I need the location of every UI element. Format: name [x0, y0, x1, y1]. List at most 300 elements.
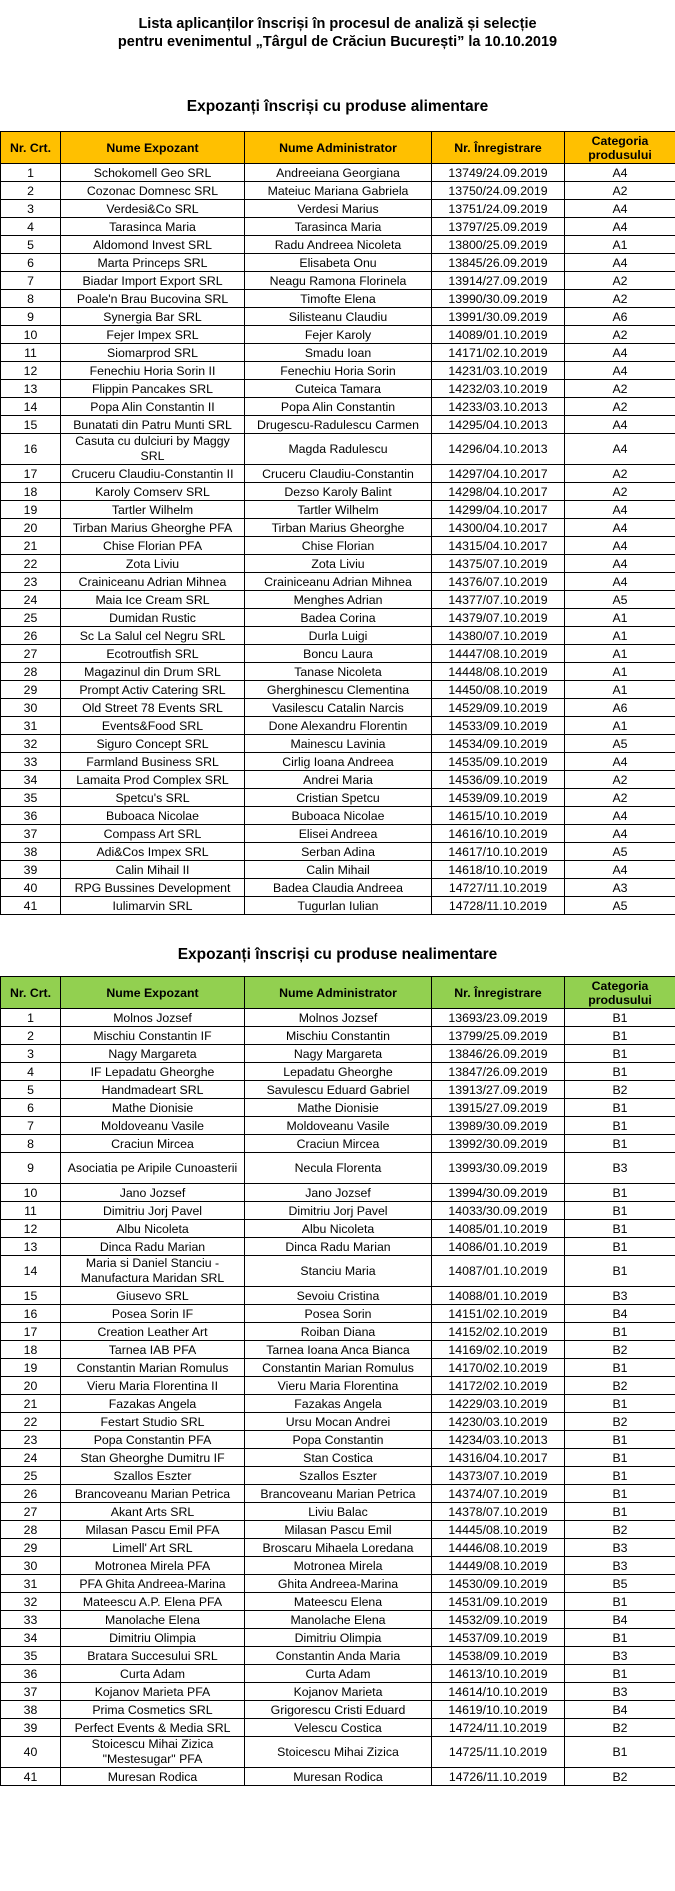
table-row	[1, 591, 675, 609]
cell-administrator: Sevoiu Cristina	[245, 1287, 432, 1305]
cell-category: A1	[565, 663, 675, 681]
cell-registration: 13750/24.09.2019	[432, 182, 565, 200]
cell-nr: 27	[1, 1503, 61, 1521]
table-row	[1, 573, 675, 591]
cell-registration: 14532/09.10.2019	[432, 1611, 565, 1629]
cell-registration: 13989/30.09.2019	[432, 1117, 565, 1135]
cell-registration: 14231/03.10.2019	[432, 362, 565, 380]
cell-nr: 7	[1, 1117, 61, 1135]
cell-category: B1	[565, 1629, 675, 1647]
cell-category: B2	[565, 1413, 675, 1431]
cell-category: B1	[565, 1135, 675, 1153]
table-row	[1, 1377, 675, 1395]
cell-registration: 14445/08.10.2019	[432, 1521, 565, 1539]
cell-administrator: Smadu Ioan	[245, 344, 432, 362]
cell-nr: 21	[1, 537, 61, 555]
cell-exhibitor: Buboaca Nicolae	[61, 807, 245, 825]
cell-category: A5	[565, 735, 675, 753]
table-row	[1, 1431, 675, 1449]
cell-registration: 14619/10.10.2019	[432, 1701, 565, 1719]
cell-nr: 10	[1, 1184, 61, 1202]
cell-exhibitor: Dumidan Rustic	[61, 609, 245, 627]
cell-exhibitor: Festart Studio SRL	[61, 1413, 245, 1431]
cell-nr: 1	[1, 164, 61, 182]
table-row	[1, 1593, 675, 1611]
cell-nr: 36	[1, 807, 61, 825]
cell-exhibitor: Magazinul din Drum SRL	[61, 663, 245, 681]
nonfood-section-title: Expozanți înscriși cu produse nealimentare	[177, 946, 498, 963]
cell-exhibitor: Dimitriu Olimpia	[61, 1629, 245, 1647]
cell-category: B4	[565, 1305, 675, 1323]
cell-category: B3	[565, 1557, 675, 1575]
cell-administrator: Silisteanu Claudiu	[245, 308, 432, 326]
cell-administrator: Fejer Karoly	[245, 326, 432, 344]
cell-exhibitor: Bratara Succesului SRL	[61, 1647, 245, 1665]
cell-nr: 23	[1, 1431, 61, 1449]
cell-category: B1	[565, 1395, 675, 1413]
cell-registration: 14232/03.10.2019	[432, 380, 565, 398]
table-row	[1, 1256, 675, 1287]
cell-nr: 37	[1, 1683, 61, 1701]
cell-nr: 26	[1, 1485, 61, 1503]
table-row	[1, 1611, 675, 1629]
table-row	[1, 717, 675, 735]
table-row	[1, 1557, 675, 1575]
table-row	[1, 380, 675, 398]
cell-registration: 14377/07.10.2019	[432, 591, 565, 609]
cell-exhibitor: Handmadeart SRL	[61, 1081, 245, 1099]
cell-registration: 14170/02.10.2019	[432, 1359, 565, 1377]
cell-exhibitor: Calin Mihail II	[61, 861, 245, 879]
table-row	[1, 1539, 675, 1557]
cell-nr: 40	[1, 1737, 61, 1768]
cell-registration: 14169/02.10.2019	[432, 1341, 565, 1359]
cell-category: B1	[565, 1202, 675, 1220]
cell-category: A2	[565, 182, 675, 200]
cell-exhibitor: Iulimarvin SRL	[61, 897, 245, 915]
cell-category: B2	[565, 1521, 675, 1539]
table-row	[1, 1287, 675, 1305]
cell-administrator: Badea Corina	[245, 609, 432, 627]
table-row	[1, 290, 675, 308]
header-registration: Nr. Înregistrare	[432, 132, 565, 164]
cell-category: A2	[565, 771, 675, 789]
table-row	[1, 272, 675, 290]
cell-registration: 14233/03.10.2013	[432, 398, 565, 416]
cell-exhibitor: Siomarprod SRL	[61, 344, 245, 362]
cell-registration: 13751/24.09.2019	[432, 200, 565, 218]
cell-administrator: Vasilescu Catalin Narcis	[245, 699, 432, 717]
table-row	[1, 789, 675, 807]
cell-exhibitor: Flippin Pancakes SRL	[61, 380, 245, 398]
table-row	[1, 1009, 675, 1027]
cell-registration: 14615/10.10.2019	[432, 807, 565, 825]
cell-administrator: Elisabeta Onu	[245, 254, 432, 272]
table-row	[1, 537, 675, 555]
cell-registration: 14380/07.10.2019	[432, 627, 565, 645]
cell-administrator: Cirlig Ioana Andreea	[245, 753, 432, 771]
nonfood-table-body	[1, 1009, 675, 1786]
cell-exhibitor: Giusevo SRL	[61, 1287, 245, 1305]
cell-administrator: Magda Radulescu	[245, 434, 432, 465]
cell-exhibitor: Spetcu's SRL	[61, 789, 245, 807]
table-row	[1, 182, 675, 200]
cell-nr: 3	[1, 200, 61, 218]
cell-category: B3	[565, 1647, 675, 1665]
cell-administrator: Mateescu Elena	[245, 1593, 432, 1611]
cell-exhibitor: Cozonac Domnesc SRL	[61, 182, 245, 200]
cell-administrator: Popa Constantin	[245, 1431, 432, 1449]
table-row	[1, 627, 675, 645]
cell-administrator: Molnos Jozsef	[245, 1009, 432, 1027]
cell-administrator: Andreeiana Georgiana	[245, 164, 432, 182]
table-row	[1, 308, 675, 326]
cell-registration: 14316/04.10.2017	[432, 1449, 565, 1467]
cell-category: B2	[565, 1081, 675, 1099]
cell-registration: 13994/30.09.2019	[432, 1184, 565, 1202]
table-row	[1, 555, 675, 573]
cell-registration: 14230/03.10.2019	[432, 1413, 565, 1431]
cell-administrator: Chise Florian	[245, 537, 432, 555]
cell-registration: 14376/07.10.2019	[432, 573, 565, 591]
cell-registration: 13845/26.09.2019	[432, 254, 565, 272]
nonfood-exhibitors-table	[0, 976, 675, 1786]
cell-exhibitor: Tartler Wilhelm	[61, 501, 245, 519]
cell-nr: 33	[1, 1611, 61, 1629]
cell-registration: 14298/04.10.2017	[432, 483, 565, 501]
cell-administrator: Mateiuc Mariana Gabriela	[245, 182, 432, 200]
table-row	[1, 1521, 675, 1539]
table-row	[1, 519, 675, 537]
cell-registration: 13913/27.09.2019	[432, 1081, 565, 1099]
cell-exhibitor: Synergia Bar SRL	[61, 308, 245, 326]
cell-exhibitor: Crainiceanu Adrian Mihnea	[61, 573, 245, 591]
cell-registration: 14450/08.10.2019	[432, 681, 565, 699]
cell-category: B2	[565, 1341, 675, 1359]
cell-nr: 19	[1, 1359, 61, 1377]
cell-nr: 34	[1, 1629, 61, 1647]
cell-administrator: Calin Mihail	[245, 861, 432, 879]
document-title	[0, 0, 675, 51]
cell-category: B1	[565, 1449, 675, 1467]
cell-administrator: Buboaca Nicolae	[245, 807, 432, 825]
cell-nr: 33	[1, 753, 61, 771]
cell-registration: 14617/10.10.2019	[432, 843, 565, 861]
cell-administrator: Popa Alin Constantin	[245, 398, 432, 416]
cell-registration: 13799/25.09.2019	[432, 1027, 565, 1045]
cell-nr: 9	[1, 308, 61, 326]
cell-exhibitor: Muresan Rodica	[61, 1768, 245, 1786]
cell-registration: 13993/30.09.2019	[432, 1153, 565, 1184]
cell-exhibitor: Albu Nicoleta	[61, 1220, 245, 1238]
cell-registration: 14295/04.10.2013	[432, 416, 565, 434]
table-row	[1, 326, 675, 344]
cell-registration: 14536/09.10.2019	[432, 771, 565, 789]
cell-nr: 1	[1, 1009, 61, 1027]
cell-administrator: Tirban Marius Gheorghe	[245, 519, 432, 537]
cell-registration: 14529/09.10.2019	[432, 699, 565, 717]
cell-category: A4	[565, 434, 675, 465]
cell-nr: 18	[1, 483, 61, 501]
cell-nr: 10	[1, 326, 61, 344]
cell-nr: 7	[1, 272, 61, 290]
cell-category: B1	[565, 1238, 675, 1256]
table-row	[1, 1503, 675, 1521]
cell-registration: 14087/01.10.2019	[432, 1256, 565, 1287]
cell-nr: 14	[1, 1256, 61, 1287]
cell-registration: 14172/02.10.2019	[432, 1377, 565, 1395]
cell-registration: 13846/26.09.2019	[432, 1045, 565, 1063]
cell-category: A6	[565, 699, 675, 717]
cell-category: B1	[565, 1099, 675, 1117]
cell-category: A2	[565, 398, 675, 416]
cell-category: B1	[565, 1323, 675, 1341]
table-row	[1, 861, 675, 879]
cell-administrator: Cristian Spetcu	[245, 789, 432, 807]
cell-registration: 13915/27.09.2019	[432, 1099, 565, 1117]
cell-administrator: Badea Claudia Andreea	[245, 879, 432, 897]
cell-registration: 13693/23.09.2019	[432, 1009, 565, 1027]
cell-nr: 5	[1, 236, 61, 254]
table-row	[1, 1341, 675, 1359]
table-row	[1, 1305, 675, 1323]
cell-registration: 14614/10.10.2019	[432, 1683, 565, 1701]
cell-nr: 35	[1, 789, 61, 807]
cell-exhibitor: Kojanov Marieta PFA	[61, 1683, 245, 1701]
cell-exhibitor: Brancoveanu Marian Petrica	[61, 1485, 245, 1503]
cell-exhibitor: Manolache Elena	[61, 1611, 245, 1629]
cell-category: B3	[565, 1153, 675, 1184]
cell-administrator: Broscaru Mihaela Loredana	[245, 1539, 432, 1557]
cell-administrator: Velescu Costica	[245, 1719, 432, 1737]
cell-administrator: Tarasinca Maria	[245, 218, 432, 236]
cell-category: A4	[565, 537, 675, 555]
cell-category: A1	[565, 609, 675, 627]
cell-category: A2	[565, 483, 675, 501]
cell-administrator: Milasan Pascu Emil	[245, 1521, 432, 1539]
cell-administrator: Cruceru Claudiu-Constantin	[245, 465, 432, 483]
cell-exhibitor: Molnos Jozsef	[61, 1009, 245, 1027]
cell-administrator: Mainescu Lavinia	[245, 735, 432, 753]
cell-category: B2	[565, 1768, 675, 1786]
cell-registration: 14533/09.10.2019	[432, 717, 565, 735]
cell-exhibitor: Jano Jozsef	[61, 1184, 245, 1202]
cell-nr: 4	[1, 1063, 61, 1081]
header-category: Categoria produsului	[565, 132, 675, 164]
cell-category: B1	[565, 1220, 675, 1238]
cell-exhibitor: Tirban Marius Gheorghe PFA	[61, 519, 245, 537]
cell-administrator: Mischiu Constantin	[245, 1027, 432, 1045]
cell-nr: 28	[1, 1521, 61, 1539]
table-row	[1, 1701, 675, 1719]
cell-nr: 25	[1, 1467, 61, 1485]
cell-exhibitor: Vieru Maria Florentina II	[61, 1377, 245, 1395]
cell-category: A4	[565, 807, 675, 825]
cell-exhibitor: Poale'n Brau Bucovina SRL	[61, 290, 245, 308]
cell-registration: 14373/07.10.2019	[432, 1467, 565, 1485]
cell-exhibitor: Posea Sorin IF	[61, 1305, 245, 1323]
cell-administrator: Boncu Laura	[245, 645, 432, 663]
cell-nr: 12	[1, 362, 61, 380]
cell-category: B2	[565, 1377, 675, 1395]
cell-nr: 39	[1, 1719, 61, 1737]
cell-registration: 14726/11.10.2019	[432, 1768, 565, 1786]
cell-registration: 14728/11.10.2019	[432, 897, 565, 915]
cell-category: B4	[565, 1701, 675, 1719]
table-row	[1, 1099, 675, 1117]
cell-category: B1	[565, 1027, 675, 1045]
cell-exhibitor: Bunatati din Patru Munti SRL	[61, 416, 245, 434]
cell-nr: 16	[1, 1305, 61, 1323]
cell-nr: 38	[1, 1701, 61, 1719]
cell-administrator: Elisei Andreea	[245, 825, 432, 843]
cell-registration: 14447/08.10.2019	[432, 645, 565, 663]
cell-nr: 31	[1, 717, 61, 735]
cell-category: A4	[565, 416, 675, 434]
table-row	[1, 609, 675, 627]
table-row	[1, 1647, 675, 1665]
cell-exhibitor: Craciun Mircea	[61, 1135, 245, 1153]
cell-exhibitor: Maria si Daniel Stanciu - Manufactura Maridan SRL	[61, 1256, 245, 1287]
cell-exhibitor: Verdesi&Co SRL	[61, 200, 245, 218]
cell-registration: 14616/10.10.2019	[432, 825, 565, 843]
cell-registration: 14539/09.10.2019	[432, 789, 565, 807]
table-row	[1, 362, 675, 380]
cell-nr: 17	[1, 1323, 61, 1341]
cell-nr: 13	[1, 1238, 61, 1256]
cell-category: A2	[565, 465, 675, 483]
cell-administrator: Kojanov Marieta	[245, 1683, 432, 1701]
table-row	[1, 1575, 675, 1593]
cell-category: A2	[565, 326, 675, 344]
cell-nr: 20	[1, 1377, 61, 1395]
cell-category: A4	[565, 200, 675, 218]
cell-administrator: Jano Jozsef	[245, 1184, 432, 1202]
cell-administrator: Dimitriu Jorj Pavel	[245, 1202, 432, 1220]
cell-administrator: Craciun Mircea	[245, 1135, 432, 1153]
table-row	[1, 1238, 675, 1256]
cell-administrator: Timofte Elena	[245, 290, 432, 308]
cell-exhibitor: Stoicescu Mihai Zizica "Mestesugar" PFA	[61, 1737, 245, 1768]
cell-administrator: Fazakas Angela	[245, 1395, 432, 1413]
table-row	[1, 699, 675, 717]
cell-registration: 14724/11.10.2019	[432, 1719, 565, 1737]
cell-administrator: Constantin Anda Maria	[245, 1647, 432, 1665]
cell-registration: 13990/30.09.2019	[432, 290, 565, 308]
cell-nr: 22	[1, 555, 61, 573]
cell-exhibitor: Old Street 78 Events SRL	[61, 699, 245, 717]
cell-registration: 14534/09.10.2019	[432, 735, 565, 753]
cell-nr: 11	[1, 1202, 61, 1220]
cell-exhibitor: Sc La Salul cel Negru SRL	[61, 627, 245, 645]
cell-registration: 14448/08.10.2019	[432, 663, 565, 681]
cell-administrator: Curta Adam	[245, 1665, 432, 1683]
cell-exhibitor: Limell' Art SRL	[61, 1539, 245, 1557]
cell-nr: 32	[1, 1593, 61, 1611]
cell-category: A1	[565, 236, 675, 254]
table-row	[1, 843, 675, 861]
cell-exhibitor: Fejer Impex SRL	[61, 326, 245, 344]
cell-administrator: Fenechiu Horia Sorin	[245, 362, 432, 380]
cell-administrator: Nagy Margareta	[245, 1045, 432, 1063]
cell-exhibitor: Aldomond Invest SRL	[61, 236, 245, 254]
cell-administrator: Muresan Rodica	[245, 1768, 432, 1786]
table-row	[1, 897, 675, 915]
cell-exhibitor: Curta Adam	[61, 1665, 245, 1683]
cell-nr: 21	[1, 1395, 61, 1413]
table-row	[1, 1117, 675, 1135]
cell-nr: 2	[1, 182, 61, 200]
cell-exhibitor: PFA Ghita Andreea-Marina	[61, 1575, 245, 1593]
cell-exhibitor: Motronea Mirela PFA	[61, 1557, 245, 1575]
table-row	[1, 1135, 675, 1153]
header-nr: Nr. Crt.	[1, 132, 61, 164]
cell-exhibitor: Popa Constantin PFA	[61, 1431, 245, 1449]
cell-exhibitor: Prompt Activ Catering SRL	[61, 681, 245, 699]
title-line-1: Lista aplicanților înscriși în procesul de analiză și selecție	[138, 16, 537, 32]
cell-category: B3	[565, 1287, 675, 1305]
cell-category: B1	[565, 1045, 675, 1063]
header-administrator: Nume Administrator	[245, 977, 432, 1009]
cell-exhibitor: Schokomell Geo SRL	[61, 164, 245, 182]
cell-administrator: Durla Luigi	[245, 627, 432, 645]
cell-administrator: Roiban Diana	[245, 1323, 432, 1341]
table-row	[1, 1449, 675, 1467]
cell-registration: 14088/01.10.2019	[432, 1287, 565, 1305]
cell-category: A4	[565, 218, 675, 236]
cell-category: A5	[565, 843, 675, 861]
table-row	[1, 735, 675, 753]
cell-nr: 29	[1, 681, 61, 699]
table-row	[1, 164, 675, 182]
cell-exhibitor: Events&Food SRL	[61, 717, 245, 735]
table-row	[1, 398, 675, 416]
cell-administrator: Necula Florenta	[245, 1153, 432, 1184]
header-exhibitor: Nume Expozant	[61, 132, 245, 164]
cell-category: B5	[565, 1575, 675, 1593]
cell-administrator: Drugescu-Radulescu Carmen	[245, 416, 432, 434]
cell-category: A4	[565, 861, 675, 879]
cell-nr: 41	[1, 1768, 61, 1786]
cell-exhibitor: Chise Florian PFA	[61, 537, 245, 555]
cell-exhibitor: IF Lepadatu Gheorghe	[61, 1063, 245, 1081]
cell-exhibitor: Fazakas Angela	[61, 1395, 245, 1413]
table-row	[1, 1768, 675, 1786]
cell-nr: 29	[1, 1539, 61, 1557]
cell-nr: 39	[1, 861, 61, 879]
cell-category: B1	[565, 1359, 675, 1377]
cell-nr: 18	[1, 1341, 61, 1359]
cell-registration: 14085/01.10.2019	[432, 1220, 565, 1238]
cell-administrator: Done Alexandru Florentin	[245, 717, 432, 735]
cell-administrator: Verdesi Marius	[245, 200, 432, 218]
cell-exhibitor: Tarasinca Maria	[61, 218, 245, 236]
cell-administrator: Szallos Eszter	[245, 1467, 432, 1485]
cell-registration: 14449/08.10.2019	[432, 1557, 565, 1575]
table-row	[1, 663, 675, 681]
cell-exhibitor: Fenechiu Horia Sorin II	[61, 362, 245, 380]
cell-exhibitor: Perfect Events & Media SRL	[61, 1719, 245, 1737]
cell-registration: 14315/04.10.2017	[432, 537, 565, 555]
cell-nr: 6	[1, 254, 61, 272]
cell-exhibitor: Szallos Eszter	[61, 1467, 245, 1485]
cell-nr: 24	[1, 591, 61, 609]
cell-nr: 41	[1, 897, 61, 915]
cell-category: A2	[565, 290, 675, 308]
cell-administrator: Gherghinescu Clementina	[245, 681, 432, 699]
table-row	[1, 200, 675, 218]
cell-administrator: Lepadatu Gheorghe	[245, 1063, 432, 1081]
